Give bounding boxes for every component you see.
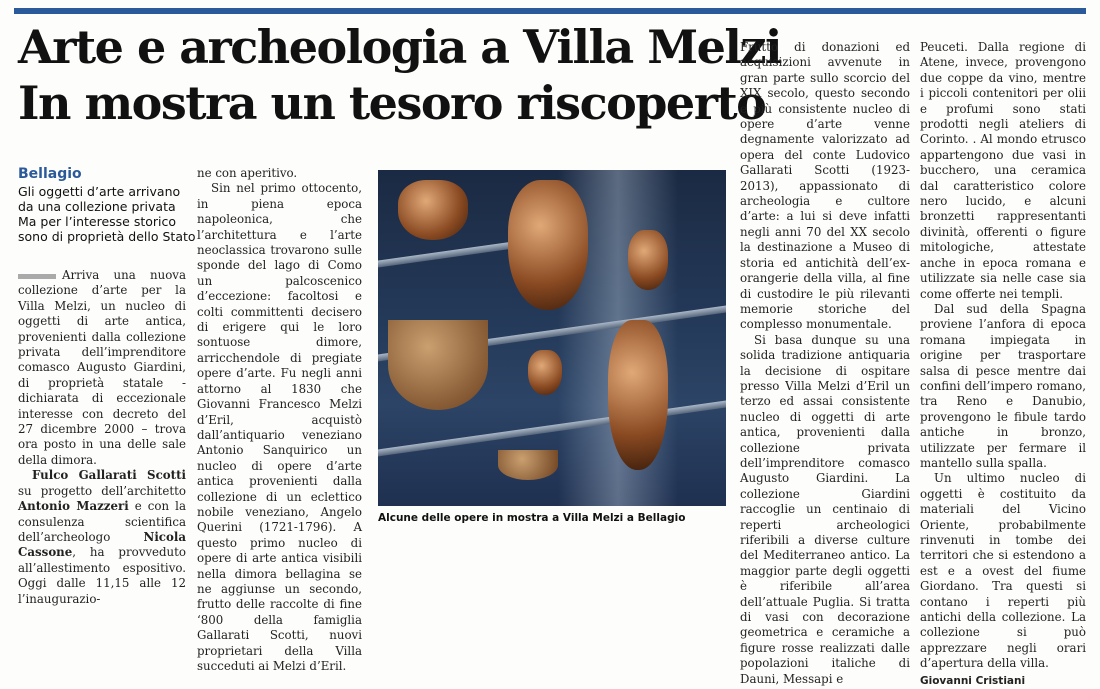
glass-shelf: [378, 239, 528, 267]
lead-bar: [18, 274, 56, 279]
section-top-rule: [14, 8, 1086, 14]
person-name: Fulco Gallarati Scotti: [32, 468, 186, 483]
person-name: Antonio Mazzeri: [18, 499, 129, 514]
subhead-line: Ma per l’interesse storico: [18, 214, 177, 229]
paragraph-text: , ha provveduto all’allestimento espositivo. Oggi dalle 11,15 alle 12 l’inaugurazio-: [18, 545, 186, 606]
article-paragraph: [18, 268, 186, 468]
article-column-2: [197, 166, 362, 674]
bowl: [498, 450, 558, 480]
amphora-vase: [628, 230, 668, 290]
small-jar: [528, 350, 562, 395]
headline-line-1: Arte e archeologia a Villa Melzi: [18, 20, 781, 74]
paragraph-text: Arriva una nuova collezione d’arte per la Villa Melzi, un nucleo di oggetti di arte antica, provenienti dalla collezione privata dell’imprenditore comasco Augusto Giardini, di proprietà statale - dichiarata di eccezionale interesse con decreto del 27 dicembre 2000 – trova ora posto in una delle sale della dimora.: [18, 268, 186, 467]
article-paragraph: Peuceti. Dalla regione di Atene, invece, provengono due coppe da vino, mentre i piccoli contenitori per olii e profumi sono stati prodotti negli ateliers di Corinto. . Al mondo etrusco appartengono due vasi in bucchero, una ceramica dal caratteristico colore nero lucido, e alcuni bronzetti rappresentanti divinità, offerenti o figure mitologiche, attestate anche in epoca romana e utilizzate sia nelle case sia come offerte nei templi.: [920, 40, 1086, 301]
article-paragraph: Sin nel primo ottocento, in piena epoca napoleonica, che l’architettura e l’arte neoclassica trovarono sulle sponde del lago di Como un palcoscenico d’eccezione: facoltosi e colti committenti decisero di erigere qui le loro sontuose dimore, arricchendole di pregiate opere d’arte. Fu negli anni attorno al 1830 che Giovanni Francesco Melzi d’Eril, acquistò dall’antiquario veneziano Antonio Sanquirico un nucleo di opere d’arte antica provenienti dalla collezione di un eclettico nobile veneziano, Angelo Querini (1721-1796). A questo primo nucleo di opere di arte antica visibili nella dimora bellagina se ne aggiunse un secondo, frutto delle raccolte di fine ‘800 della famiglia Gallarati Scotti, nuovi proprietari della Villa succeduti ai Melzi d’Eril.: [197, 181, 362, 673]
kicker-location: Bellagio: [18, 166, 82, 182]
krater-vase: [508, 180, 588, 310]
kylix-cup: [388, 320, 488, 410]
person-name: Nicola Cassone: [18, 529, 186, 560]
subheadline: [18, 184, 196, 244]
article-paragraph: ne con aperitivo.: [197, 166, 298, 180]
article-column-1: [18, 268, 186, 607]
article-paragraph: Un ultimo nucleo di oggetti è costituito da materiali del Vicino Oriente, probabilmente rinvenuti in tombe dei territori che si estendono a est e a ovest del fiume Giordano. Tra questi si contano i reperti più antichi della collezione. La collezione si può apprezzare negli orari d’apertura della villa.: [920, 471, 1086, 671]
subhead-line: sono di proprietà dello Stato: [18, 229, 196, 244]
headline-line-2: In mostra un tesoro riscoperto: [18, 76, 766, 130]
krater-vase: [398, 180, 468, 240]
photo-caption: Alcune delle opere in mostra a Villa Melzi a Bellagio: [378, 512, 686, 524]
author-byline: Giovanni Cristiani: [920, 674, 1026, 687]
article-paragraph: [18, 468, 186, 607]
paragraph-text: e con la consulenza scientifica dell’archeologo: [18, 499, 186, 544]
article-paragraph: Si basa dunque su una solida tradizione antiquaria la decisione di ospitare presso Villa Melzi d’Eril un terzo ed assai consistente nucleo di oggetti di arte antica, provenienti dalla collezione privata dell’imprenditore comasco Augusto Giardini. La collezione Giardini raccoglie un centinaio di reperti archeologici riferibili a diverse culture del Mediterraneo antico. La maggior parte degli oggetti è riferibile all’area dell’attuale Puglia. Si tratta di vasi con decorazione geometrica e ceramiche a figure rosse realizzati dalle popolazioni italiche di Dauni, Messapi e: [740, 332, 910, 686]
article-column-3: [740, 40, 910, 687]
tall-vase: [608, 320, 668, 470]
subhead-line: da una collezione privata: [18, 199, 176, 214]
article-paragraph: Frutto di donazioni ed acquisizioni avvenute in gran parte sullo scorcio del XIX secolo, questo secondo e più consistente nucleo di opere d’arte venne degnamente valorizzato ad opera del conte Ludovico Gallarati Scotti (1923-2013), appassionato di archeologia e cultore d’arte: a lui si deve infatti negli anni 70 del XX secolo la destinazione a Museo di storia ed antichità dell’ex-orangerie della villa, al fine di custodire le più rilevanti memorie storiche del complesso monumentale.: [740, 40, 910, 332]
exhibition-photo: [378, 170, 726, 506]
paragraph-text: su progetto dell’architetto: [18, 483, 186, 498]
subhead-line: Gli oggetti d’arte arrivano: [18, 184, 181, 199]
article-column-4: [920, 40, 1086, 689]
article-paragraph: Dal sud della Spagna proviene l’anfora di epoca romana impiegata in origine per trasportare salsa di pesce mentre dai confini dell’impero romano, tra Reno e Danubio, provengono le fibule tardo antiche in bronzo, utilizzate per fermare il mantello sulla spalla.: [920, 301, 1086, 470]
